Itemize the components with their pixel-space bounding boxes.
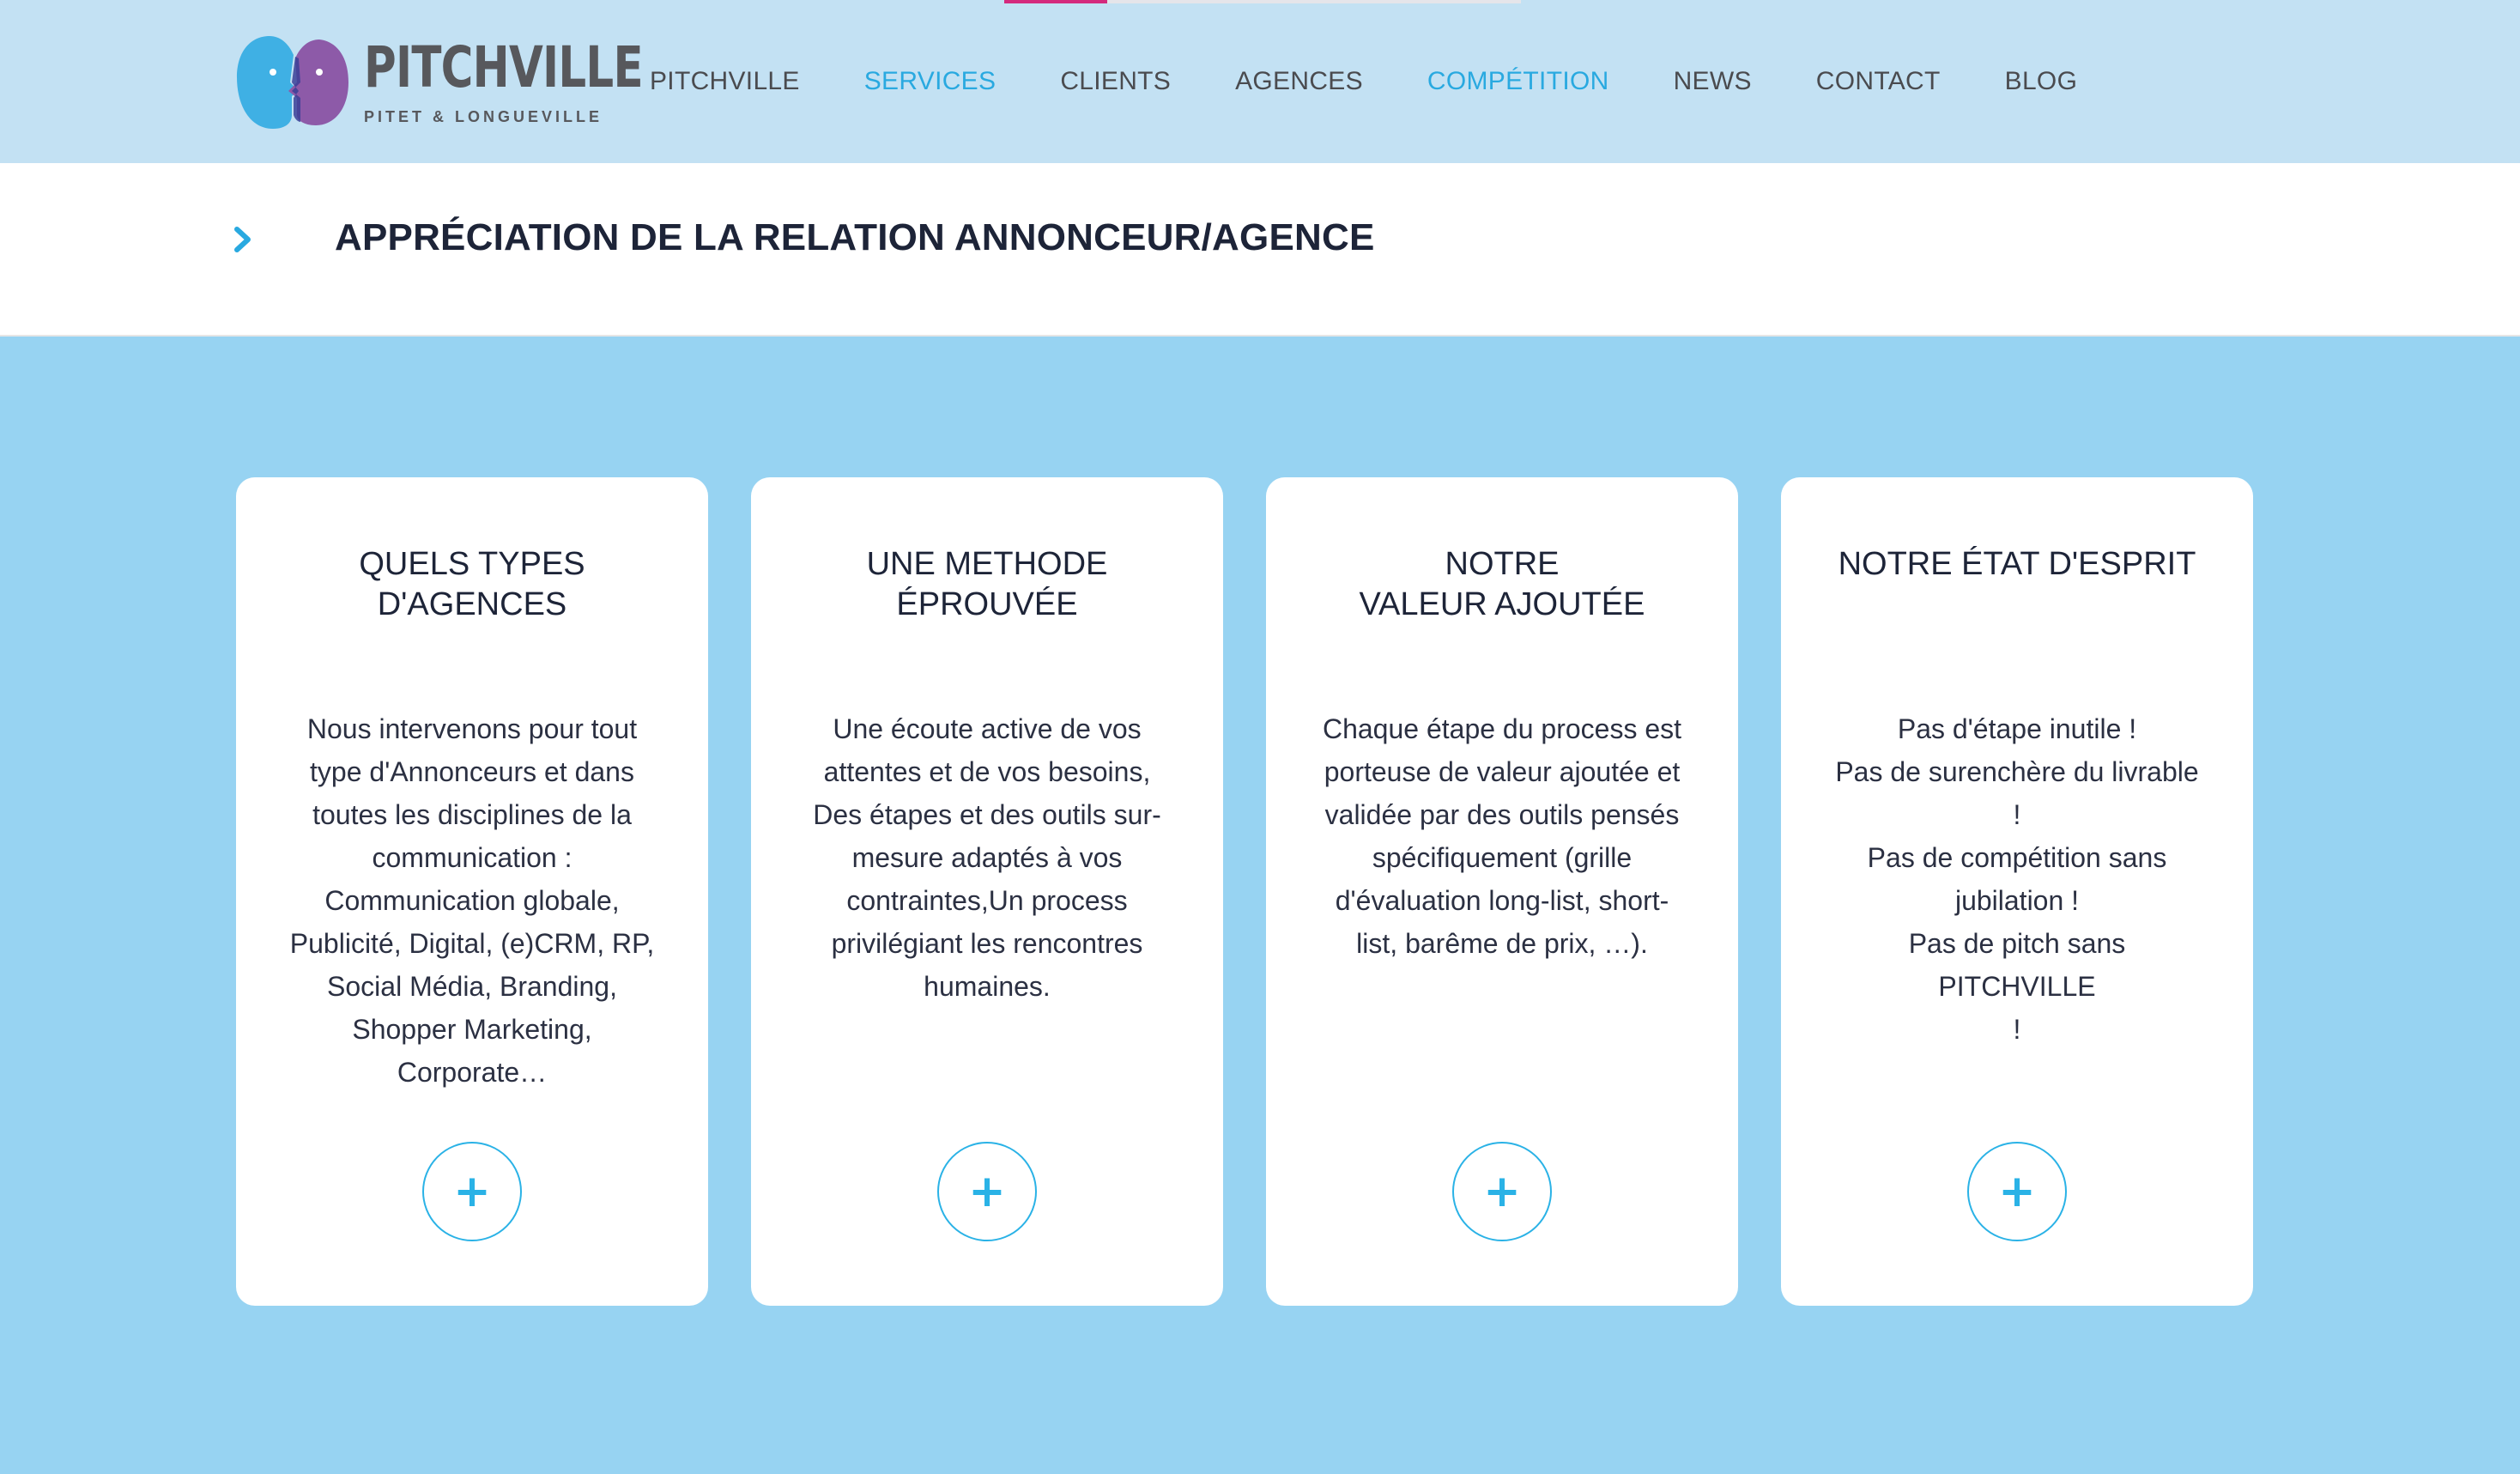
card-body-line: porteuse de valeur ajoutée et bbox=[1324, 756, 1681, 787]
card-body bbox=[284, 707, 660, 1094]
main-nav bbox=[650, 60, 2077, 103]
card-title bbox=[253, 544, 691, 625]
plus-icon: + bbox=[453, 1166, 491, 1217]
card-body-line: mesure adaptés à vos bbox=[851, 842, 1123, 873]
card-body-line: ! bbox=[2013, 1014, 2021, 1045]
chevron-right-icon bbox=[232, 225, 256, 254]
card-title-line: NOTRE ÉTAT D'ESPRIT bbox=[1838, 546, 2196, 582]
logo[interactable] bbox=[235, 33, 643, 132]
nav-item-pitchville[interactable]: PITCHVILLE bbox=[650, 67, 800, 95]
card-body bbox=[1829, 707, 2205, 1051]
card-body-line: jubilation ! bbox=[1954, 885, 2080, 916]
header-top-accent bbox=[1004, 0, 1521, 3]
card-title-line: UNE METHODE bbox=[866, 546, 1108, 582]
card-body-line: Corporate… bbox=[397, 1057, 548, 1088]
card-body-line: list, barême de prix, …). bbox=[1356, 928, 1648, 959]
card-body-line: humaines. bbox=[924, 971, 1051, 1002]
nav-item-services[interactable]: SERVICES bbox=[863, 67, 996, 95]
card-body-line: toutes les disciplines de la bbox=[312, 799, 632, 830]
card-title-line: VALEUR AJOUTÉE bbox=[1359, 586, 1645, 622]
nav-item-clients[interactable]: CLIENTS bbox=[1060, 67, 1172, 95]
card-title bbox=[1283, 544, 1721, 625]
logo-subtitle: PITET & LONGUEVILLE bbox=[364, 107, 603, 125]
card-body-line: Pas de surenchère du livrable bbox=[1835, 756, 2199, 787]
card-body-line: Chaque étape du process est bbox=[1322, 713, 1682, 744]
card-body-line: Pas de pitch sans PITCHVILLE bbox=[1908, 928, 2126, 1002]
card-body-line: Nous intervenons pour tout bbox=[306, 713, 638, 744]
more-button[interactable] bbox=[422, 1142, 522, 1241]
card-body-line: ! bbox=[2013, 799, 2021, 830]
plus-icon: + bbox=[968, 1166, 1006, 1217]
card-body-line: d'évaluation long-list, short- bbox=[1335, 885, 1669, 916]
card-title-line: ÉPROUVÉE bbox=[896, 586, 1078, 622]
card-body bbox=[1314, 707, 1690, 965]
card-body-line: Pas d'étape inutile ! bbox=[1897, 713, 2137, 744]
card-body-line: privilégiant les rencontres bbox=[831, 928, 1143, 959]
card-body-line: Pas de compétition sans bbox=[1867, 842, 2167, 873]
plus-icon: + bbox=[1483, 1166, 1521, 1217]
nav-item-blog[interactable]: BLOG bbox=[2004, 67, 2078, 95]
card-added-value bbox=[1266, 477, 1738, 1306]
card-body-line: type d'Annonceurs et dans bbox=[310, 756, 634, 787]
card-title bbox=[768, 544, 1206, 625]
card-body-line: Social Média, Branding, bbox=[327, 971, 617, 1002]
card-body-line: Shopper Marketing, bbox=[352, 1014, 592, 1045]
nav-item-contact[interactable]: CONTACT bbox=[1815, 67, 1941, 95]
nav-item-news[interactable]: NEWS bbox=[1673, 67, 1752, 95]
logo-title: PITCHVILLE bbox=[364, 33, 643, 100]
card-body-line: Des étapes et des outils sur- bbox=[813, 799, 1161, 830]
card-body bbox=[799, 707, 1175, 1008]
card-title bbox=[1798, 544, 2236, 585]
card-body-line: contraintes,Un process bbox=[846, 885, 1128, 916]
more-button[interactable] bbox=[1967, 1142, 2067, 1241]
card-state-of-mind bbox=[1781, 477, 2253, 1306]
more-button[interactable] bbox=[1452, 1142, 1552, 1241]
card-body-line: validée par des outils pensés bbox=[1324, 799, 1680, 830]
page-title: APPRÉCIATION DE LA RELATION ANNONCEUR/AGENCE bbox=[335, 216, 1375, 258]
card-body-line: Une écoute active de vos bbox=[833, 713, 1142, 744]
logo-faces-icon bbox=[235, 33, 350, 132]
nav-item-agences[interactable]: AGENCES bbox=[1235, 67, 1363, 95]
card-body-line: communication : bbox=[372, 842, 572, 873]
card-title-line: QUELS TYPES bbox=[359, 546, 585, 582]
card-body-line: attentes et de vos besoins, bbox=[823, 756, 1151, 787]
card-title-line: NOTRE bbox=[1445, 546, 1560, 582]
more-button[interactable] bbox=[937, 1142, 1037, 1241]
nav-item-competition[interactable]: COMPÉTITION bbox=[1427, 67, 1609, 95]
header-top-accent-pink bbox=[1004, 0, 1107, 3]
card-agency-types bbox=[236, 477, 708, 1306]
card-title-line: D'AGENCES bbox=[377, 586, 567, 622]
card-body-line: Communication globale, bbox=[324, 885, 620, 916]
card-body-line: spécifiquement (grille bbox=[1372, 842, 1633, 873]
card-proven-method bbox=[751, 477, 1223, 1306]
card-body-line: Publicité, Digital, (e)CRM, RP, bbox=[289, 928, 655, 959]
site-header bbox=[0, 0, 2520, 163]
plus-icon: + bbox=[1998, 1166, 2036, 1217]
